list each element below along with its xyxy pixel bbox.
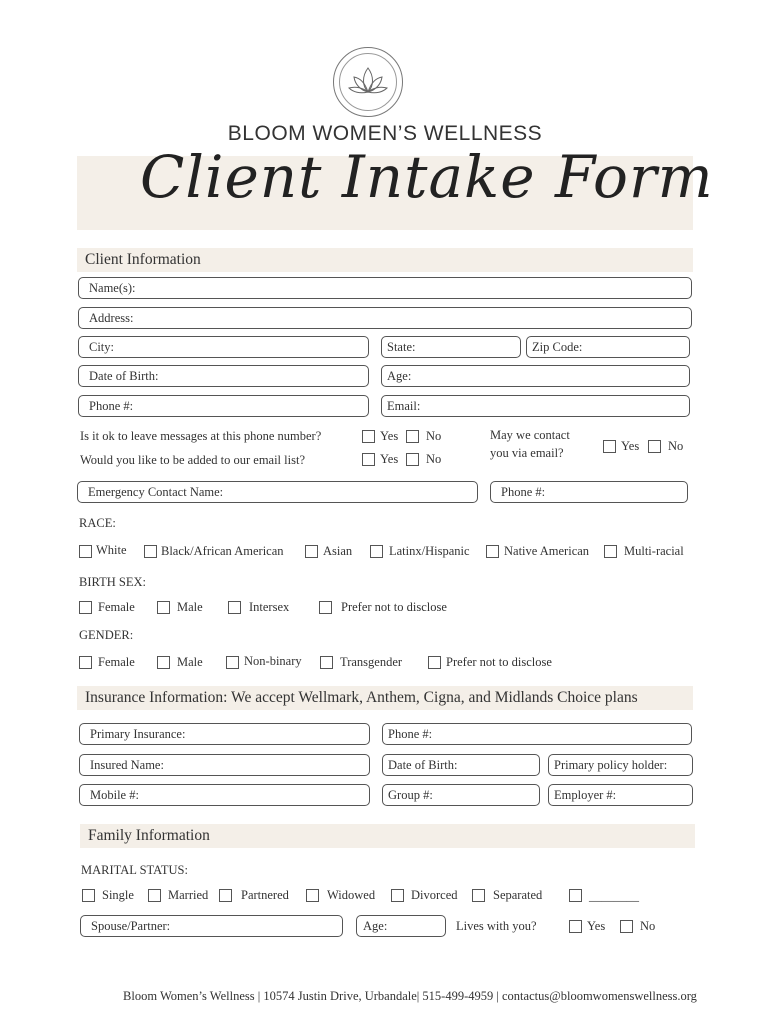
date-of-birth-field[interactable]: Date of Birth: bbox=[78, 365, 369, 387]
marital-single-checkbox[interactable] bbox=[82, 889, 95, 902]
gender-label: GENDER: bbox=[79, 628, 134, 642]
email-field[interactable]: Email: bbox=[381, 395, 690, 417]
race-label: RACE: bbox=[79, 516, 116, 530]
section-insurance-information: Insurance Information: We accept Wellmark, Anthem, Cigna, and Midlands Choice plans bbox=[77, 686, 693, 710]
race-native-american-checkbox[interactable] bbox=[486, 545, 499, 558]
birth-sex-prefer-not-checkbox[interactable] bbox=[319, 601, 332, 614]
mobile-field[interactable]: Mobile #: bbox=[79, 784, 370, 806]
birth-sex-label: BIRTH SEX: bbox=[79, 575, 146, 589]
marital-option-label: Divorced bbox=[411, 888, 458, 902]
insured-dob-field[interactable]: Date of Birth: bbox=[382, 754, 540, 776]
no-label: No bbox=[668, 439, 684, 453]
spouse-age-field[interactable]: Age: bbox=[356, 915, 446, 937]
marital-option-label: Separated bbox=[493, 888, 543, 902]
birth-sex-option-label: Male bbox=[177, 600, 203, 614]
age-field[interactable]: Age: bbox=[381, 365, 690, 387]
marital-option-label: Partnered bbox=[241, 888, 289, 902]
yes-label: Yes bbox=[621, 439, 640, 453]
race-option-label: Latinx/Hispanic bbox=[389, 544, 470, 558]
yes-label: Yes bbox=[380, 429, 399, 443]
no-label: No bbox=[640, 919, 656, 933]
contact-email-no-checkbox[interactable] bbox=[648, 440, 661, 453]
gender-transgender-checkbox[interactable] bbox=[320, 656, 333, 669]
gender-female-checkbox[interactable] bbox=[79, 656, 92, 669]
email-list-question: Would you like to be added to our email list? bbox=[80, 453, 305, 467]
contact-email-question-line1: May we contact bbox=[490, 428, 570, 442]
email-list-yes-checkbox[interactable] bbox=[362, 453, 375, 466]
zip-code-field[interactable]: Zip Code: bbox=[526, 336, 690, 358]
race-latinx-checkbox[interactable] bbox=[370, 545, 383, 558]
no-label: No bbox=[426, 452, 442, 466]
lives-with-you-label: Lives with you? bbox=[456, 919, 537, 933]
marital-option-label: Widowed bbox=[327, 888, 376, 902]
marital-other-blank[interactable]: ________ bbox=[589, 889, 639, 903]
contact-email-question-line2: you via email? bbox=[490, 446, 564, 460]
section-client-information: Client Information bbox=[77, 248, 693, 272]
marital-married-checkbox[interactable] bbox=[148, 889, 161, 902]
footer-contact: Bloom Women’s Wellness | 10574 Justin Drive, Urbandale| 515-499-4959 | contactus@bloomwomenswellness.org bbox=[123, 989, 697, 1003]
primary-insurance-field[interactable]: Primary Insurance: bbox=[79, 723, 370, 745]
emergency-phone-field[interactable]: Phone #: bbox=[490, 481, 688, 503]
race-option-label: Asian bbox=[323, 544, 353, 558]
names-field[interactable]: Name(s): bbox=[78, 277, 692, 299]
race-black-checkbox[interactable] bbox=[144, 545, 157, 558]
leave-messages-yes-checkbox[interactable] bbox=[362, 430, 375, 443]
marital-status-label: MARITAL STATUS: bbox=[81, 863, 188, 877]
marital-other-checkbox[interactable] bbox=[569, 889, 582, 902]
gender-option-label: Female bbox=[98, 655, 135, 669]
no-label: No bbox=[426, 429, 442, 443]
race-multiracial-checkbox[interactable] bbox=[604, 545, 617, 558]
marital-widowed-checkbox[interactable] bbox=[306, 889, 319, 902]
phone-field[interactable]: Phone #: bbox=[78, 395, 369, 417]
logo bbox=[333, 47, 403, 117]
form-title: Client Intake Form bbox=[140, 143, 714, 211]
marital-option-label: Single bbox=[102, 888, 134, 902]
yes-label: Yes bbox=[380, 452, 399, 466]
race-option-label: Multi-racial bbox=[624, 544, 684, 558]
birth-sex-male-checkbox[interactable] bbox=[157, 601, 170, 614]
leave-messages-no-checkbox[interactable] bbox=[406, 430, 419, 443]
address-field[interactable]: Address: bbox=[78, 307, 692, 329]
primary-policy-holder-field[interactable]: Primary policy holder: bbox=[548, 754, 693, 776]
marital-separated-checkbox[interactable] bbox=[472, 889, 485, 902]
race-asian-checkbox[interactable] bbox=[305, 545, 318, 558]
city-field[interactable]: City: bbox=[78, 336, 369, 358]
birth-sex-intersex-checkbox[interactable] bbox=[228, 601, 241, 614]
emergency-contact-field[interactable]: Emergency Contact Name: bbox=[77, 481, 478, 503]
birth-sex-female-checkbox[interactable] bbox=[79, 601, 92, 614]
marital-divorced-checkbox[interactable] bbox=[391, 889, 404, 902]
section-family-information: Family Information bbox=[80, 824, 695, 848]
race-option-label: Native American bbox=[504, 544, 590, 558]
insured-name-field[interactable]: Insured Name: bbox=[79, 754, 370, 776]
marital-partnered-checkbox[interactable] bbox=[219, 889, 232, 902]
yes-label: Yes bbox=[587, 919, 606, 933]
gender-option-label: Non-binary bbox=[244, 654, 302, 668]
employer-field[interactable]: Employer #: bbox=[548, 784, 693, 806]
race-option-label: White bbox=[96, 543, 127, 557]
gender-prefer-not-checkbox[interactable] bbox=[428, 656, 441, 669]
race-white-checkbox[interactable] bbox=[79, 545, 92, 558]
race-option-label: Black/African American bbox=[161, 544, 284, 558]
gender-non-binary-checkbox[interactable] bbox=[226, 656, 239, 669]
contact-email-yes-checkbox[interactable] bbox=[603, 440, 616, 453]
lives-with-no-checkbox[interactable] bbox=[620, 920, 633, 933]
birth-sex-option-label: Prefer not to disclose bbox=[341, 600, 447, 614]
state-field[interactable]: State: bbox=[381, 336, 521, 358]
group-field[interactable]: Group #: bbox=[382, 784, 540, 806]
insurance-phone-field[interactable]: Phone #: bbox=[382, 723, 692, 745]
gender-option-label: Male bbox=[177, 655, 203, 669]
email-list-no-checkbox[interactable] bbox=[406, 453, 419, 466]
lotus-icon bbox=[348, 64, 388, 100]
lives-with-yes-checkbox[interactable] bbox=[569, 920, 582, 933]
gender-male-checkbox[interactable] bbox=[157, 656, 170, 669]
gender-option-label: Prefer not to disclose bbox=[446, 655, 552, 669]
birth-sex-option-label: Female bbox=[98, 600, 135, 614]
brand-name: BLOOM WOMEN’S WELLNESS bbox=[227, 122, 543, 145]
birth-sex-option-label: Intersex bbox=[249, 600, 290, 614]
gender-option-label: Transgender bbox=[340, 655, 403, 669]
marital-option-label: Married bbox=[168, 888, 209, 902]
spouse-partner-field[interactable]: Spouse/Partner: bbox=[80, 915, 343, 937]
leave-messages-question: Is it ok to leave messages at this phone number? bbox=[80, 429, 322, 443]
